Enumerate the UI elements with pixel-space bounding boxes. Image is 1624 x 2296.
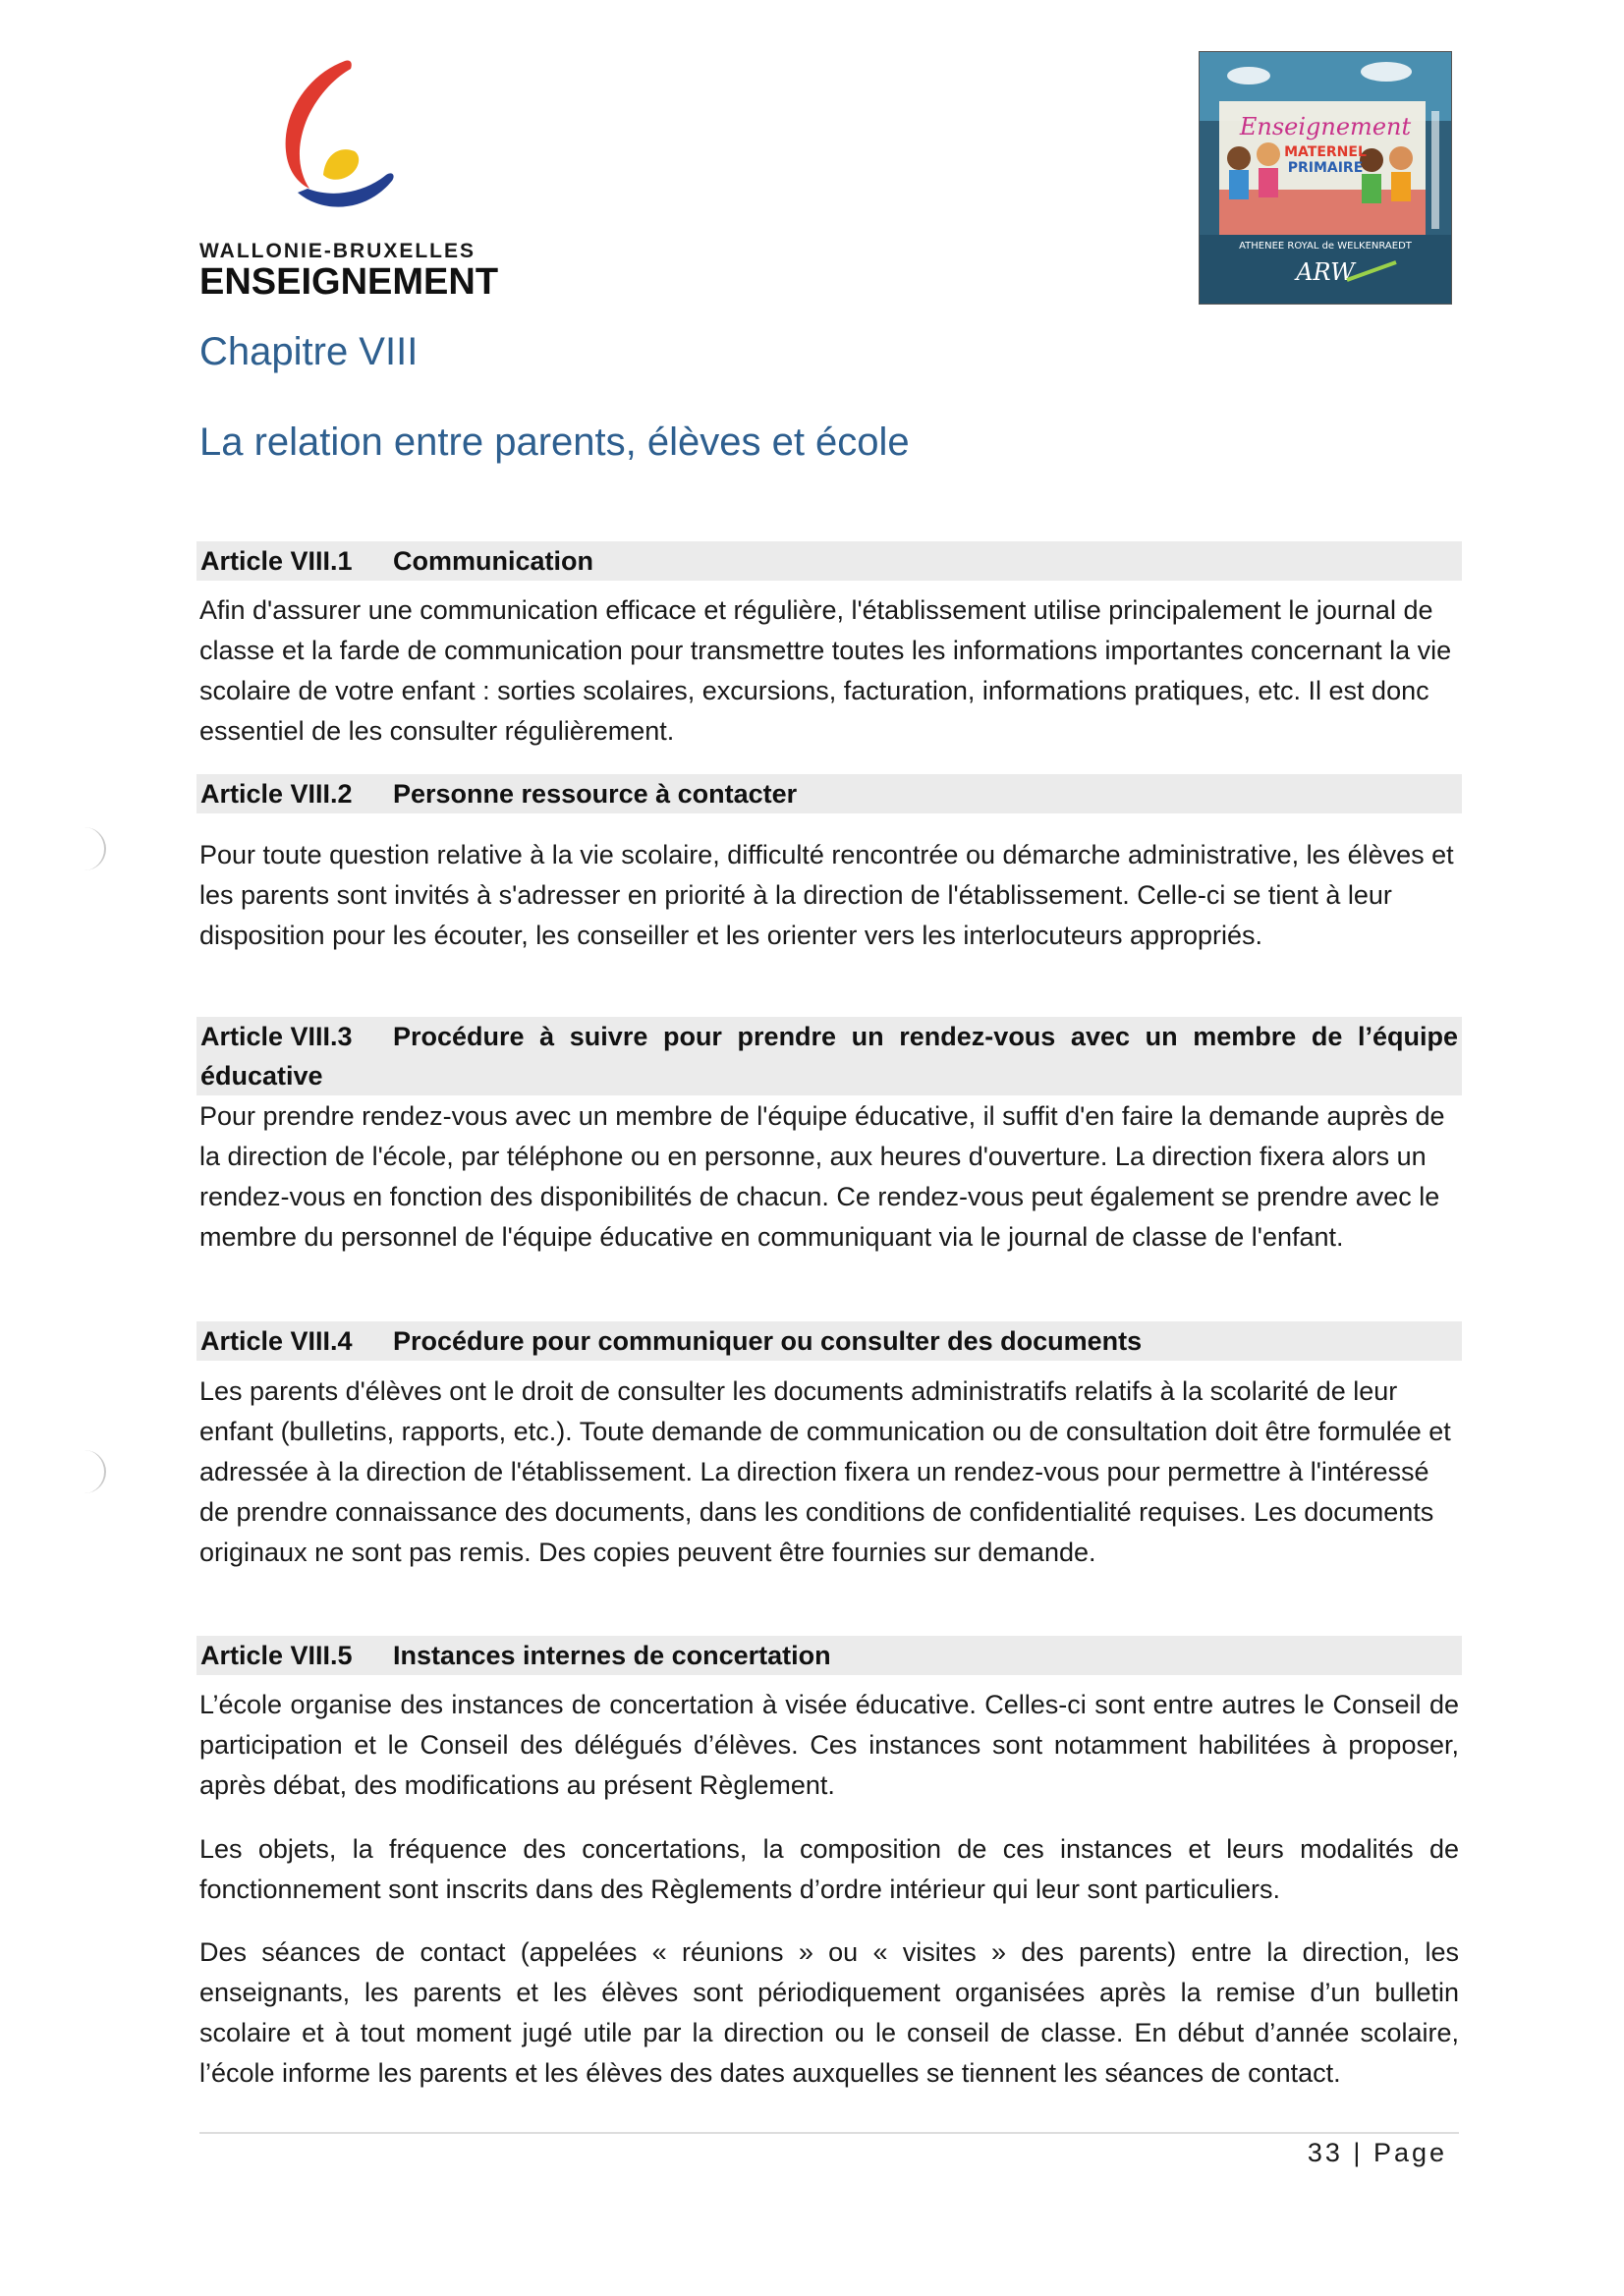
- chapter-title: Chapitre VIII: [199, 330, 419, 373]
- page-separator: |: [1353, 2138, 1364, 2167]
- chapter-subtitle: La relation entre parents, élèves et école: [199, 420, 910, 464]
- article-header: [196, 1321, 1462, 1361]
- article-title: Personne ressource à contacter: [393, 779, 798, 809]
- school-logo-name: ATHENEE ROYAL de WELKENRAEDT: [1239, 241, 1412, 252]
- article-header: [196, 541, 1462, 581]
- article-number: Article VIII.2: [200, 779, 353, 809]
- article-title: Communication: [393, 546, 594, 576]
- article-header: [196, 774, 1462, 813]
- page-footer: [1308, 2138, 1447, 2168]
- article-number: Article VIII.5: [200, 1641, 353, 1670]
- article-title: Procédure pour communiquer ou consulter des documents: [393, 1326, 1143, 1356]
- article-paragraph: L’école organise des instances de concertation à visée éducative. Celles-ci sont entre autres le Conseil de participation et le Conseil des délégués d’élèves. Ces instances sont notamment habilitées à proposer, après débat, des modifications au présent Règlement.: [199, 1690, 1459, 1800]
- binder-hole-mark: [65, 1450, 106, 1493]
- school-logo-subtitle-1: MATERNEL: [1284, 144, 1367, 160]
- binder-hole-mark: [65, 827, 106, 870]
- page-number: 33: [1307, 2138, 1343, 2167]
- footer-rule: [199, 2132, 1459, 2134]
- article-paragraph: Des séances de contact (appelées « réunions » ou « visites » des parents) entre la direction, les enseignants, les parents et les élèves sont périodiquement organisées après la remise d’un bulletin scolaire et à tout moment jugé utile par la direction ou le conseil de classe. En début d’année scolaire, l’école informe les parents et les élèves des dates auxquelles se tiennent les séances de contact.: [199, 1937, 1459, 2088]
- article-title: Instances internes de concertation: [393, 1641, 831, 1670]
- article-number: Article VIII.4: [200, 1326, 353, 1356]
- article-title: Procédure à suivre pour prendre un rendez-vous avec un membre de l’équipe éducative: [200, 1022, 1458, 1091]
- article-paragraph: Pour prendre rendez-vous avec un membre de l'équipe éducative, il suffit d'en faire la demande auprès de la direction de l'école, par téléphone ou en personne, aux heures d'ouverture. La direction fixera alors un rendez-vous en fonction des disponibilités de chacun. Ce rendez-vous peut également se prendre avec le membre du personnel de l'équipe éducative en communiquant via le journal de classe de l'enfant.: [199, 1101, 1445, 1252]
- school-logo-illustration: [1200, 52, 1451, 304]
- school-logo-subtitle-2: PRIMAIRE: [1287, 160, 1364, 176]
- article-paragraph: Les parents d'élèves ont le droit de consulter les documents administratifs relatifs à la scolarité de leur enfant (bulletins, rapports, etc.). Toute demande de communication ou de consultation doit être formulée et adressée à la direction de l'établissement. La direction fixera un rendez-vous pour permettre à l'intéressé de prendre connaissance des documents, dans les conditions de confidentialité requises. Les documents originaux ne sont pas remis. Des copies peuvent être fournies sur demande.: [199, 1376, 1451, 1567]
- article-paragraph: Pour toute question relative à la vie scolaire, difficulté rencontrée ou démarche administrative, les élèves et les parents sont invités à s'adresser en priorité à la direction de l'établissement. Celle-ci se tient à leur disposition pour les écouter, les conseiller et les orienter vers les interlocuteurs appropriés.: [199, 840, 1454, 950]
- logo-line-1: WALLONIE-BRUXELLES: [199, 240, 476, 262]
- school-logo: [1199, 51, 1452, 305]
- article-number: Article VIII.3: [200, 1022, 353, 1051]
- article-number: Article VIII.1: [200, 546, 353, 576]
- article-paragraph: Afin d'assurer une communication efficace et régulière, l'établissement utilise principalement le journal de classe et la farde de communication pour transmettre toutes les informations importantes concernant la vie scolaire de votre enfant : sorties scolaires, excursions, facturation, informations pratiques, etc. Il est donc essentiel de les consulter régulièrement.: [199, 595, 1452, 746]
- school-logo-title: Enseignement: [1239, 113, 1412, 140]
- page-label: Page: [1372, 2138, 1447, 2167]
- article-header: [196, 1636, 1462, 1675]
- article-paragraph: Les objets, la fréquence des concertations, la composition de ces instances et leurs modalités de fonctionnement sont inscrits dans des Règlements d’ordre intérieur qui leur sont particuliers.: [199, 1834, 1459, 1904]
- article-header: [196, 1017, 1462, 1095]
- wallonie-bruxelles-logo: [199, 55, 499, 303]
- school-logo-mark: ARW: [1296, 258, 1355, 286]
- logo-line-2: ENSEIGNEMENT: [199, 261, 499, 303]
- wbe-swoosh-icon: [268, 55, 406, 222]
